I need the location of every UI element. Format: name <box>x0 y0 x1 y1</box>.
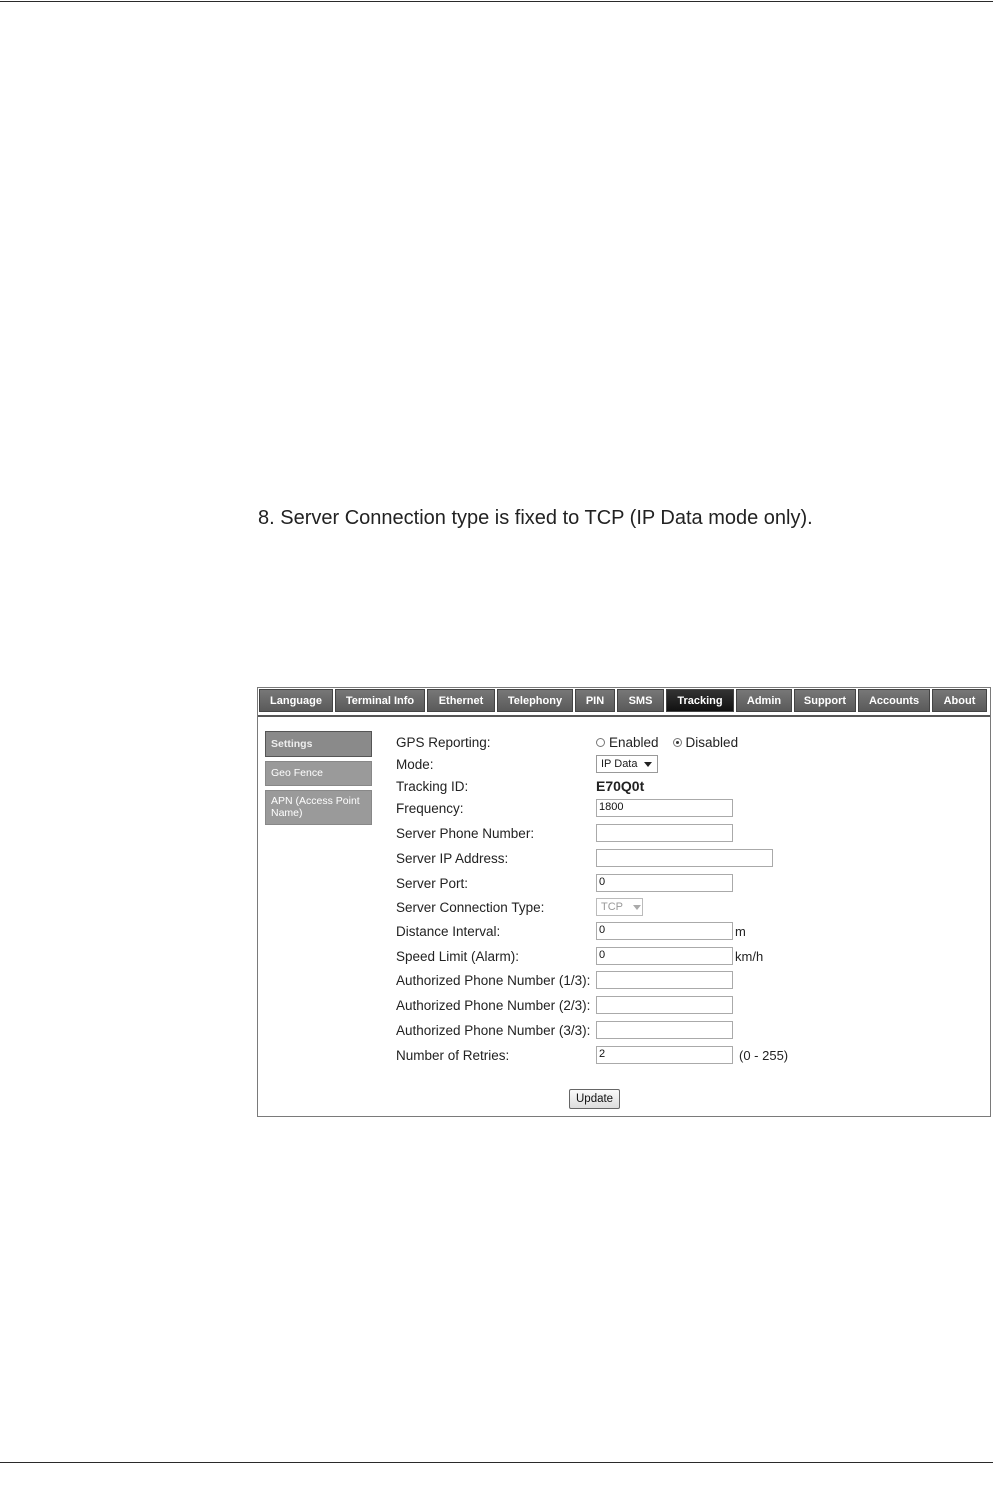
mode-select-value: IP Data <box>601 758 638 770</box>
gps-disabled-radio[interactable] <box>673 738 682 747</box>
speed-limit-field <box>596 947 763 965</box>
mode-label: Mode: <box>396 756 434 772</box>
chevron-down-icon <box>644 762 652 767</box>
retries-label: Number of Retries: <box>396 1047 510 1063</box>
sidebar-item-settings[interactable]: Settings <box>265 731 372 757</box>
connection-type-select <box>596 898 643 916</box>
gps-reporting-label: GPS Reporting: <box>396 734 491 750</box>
tab-pin[interactable]: PIN <box>575 689 615 712</box>
server-port-label: Server Port: <box>396 875 469 891</box>
tab-sms[interactable]: SMS <box>617 689 664 712</box>
tab-tracking[interactable]: Tracking <box>666 689 734 712</box>
server-port-field <box>596 874 733 892</box>
tracking-id-field <box>596 778 644 794</box>
server-ip-label: Server IP Address: <box>396 850 509 866</box>
auth-phone-2-field <box>596 996 733 1014</box>
gps-enabled-radio[interactable] <box>596 738 605 747</box>
auth-phone-2-input[interactable] <box>596 996 733 1014</box>
gps-reporting-options <box>596 735 752 750</box>
auth-phone-3-input[interactable] <box>596 1021 733 1039</box>
speed-limit-input[interactable]: 0 <box>596 947 733 965</box>
server-phone-label: Server Phone Number: <box>396 825 535 841</box>
auth-phone-3-field <box>596 1021 733 1039</box>
sidebar-item-apn[interactable]: APN (Access Point Name) <box>265 790 372 825</box>
speed-unit: km/h <box>735 948 764 964</box>
bottom-rule <box>0 1462 993 1463</box>
tracking-settings-screenshot <box>257 687 991 1117</box>
server-phone-field <box>596 824 733 842</box>
connection-type-field <box>596 898 643 916</box>
server-phone-input[interactable] <box>596 824 733 842</box>
speed-limit-label: Speed Limit (Alarm): <box>396 948 520 964</box>
mode-select[interactable] <box>596 755 658 773</box>
distance-interval-field <box>596 922 746 940</box>
auth-phone-1-input[interactable] <box>596 971 733 989</box>
gps-enabled-label: Enabled <box>609 734 659 750</box>
tracking-id-label: Tracking ID: <box>396 778 469 794</box>
tab-support[interactable]: Support <box>794 689 856 712</box>
distance-interval-label: Distance Interval: <box>396 923 501 939</box>
tab-terminal-info[interactable]: Terminal Info <box>335 689 425 712</box>
auth-phone-1-field <box>596 971 733 989</box>
step-text: 8. Server Connection type is fixed to TCP (IP Data mode only). <box>258 507 813 529</box>
tab-language[interactable]: Language <box>259 689 333 712</box>
gps-disabled-label: Disabled <box>685 734 739 750</box>
server-ip-field <box>596 849 773 867</box>
tab-ethernet[interactable]: Ethernet <box>427 689 495 712</box>
connection-type-value: TCP <box>601 901 623 913</box>
tab-bar <box>259 689 989 714</box>
frequency-input[interactable]: 1800 <box>596 799 733 817</box>
frequency-label: Frequency: <box>396 800 464 816</box>
update-button[interactable]: Update <box>569 1089 620 1109</box>
distance-interval-input[interactable]: 0 <box>596 922 733 940</box>
distance-unit: m <box>735 923 746 939</box>
retries-field <box>596 1046 788 1064</box>
server-port-input[interactable]: 0 <box>596 874 733 892</box>
chevron-down-icon <box>633 905 641 910</box>
tab-telephony[interactable]: Telephony <box>497 689 573 712</box>
top-rule <box>0 1 993 2</box>
retries-range: (0 - 255) <box>739 1047 789 1063</box>
tab-admin[interactable]: Admin <box>736 689 792 712</box>
tab-about[interactable]: About <box>932 689 987 712</box>
tab-accounts[interactable]: Accounts <box>858 689 930 712</box>
retries-input[interactable]: 2 <box>596 1046 733 1064</box>
auth-phone-3-label: Authorized Phone Number (3/3): <box>396 1022 591 1038</box>
auth-phone-1-label: Authorized Phone Number (1/3): <box>396 972 591 988</box>
tracking-id-value: E70Q0t <box>596 778 645 794</box>
sidebar <box>265 731 372 829</box>
frequency-field <box>596 799 733 817</box>
sidebar-item-geo-fence[interactable]: Geo Fence <box>265 761 372 786</box>
auth-phone-2-label: Authorized Phone Number (2/3): <box>396 997 591 1013</box>
mode-field <box>596 755 658 773</box>
server-ip-input[interactable] <box>596 849 773 867</box>
tab-underline <box>258 715 990 717</box>
connection-type-label: Server Connection Type: <box>396 899 545 915</box>
